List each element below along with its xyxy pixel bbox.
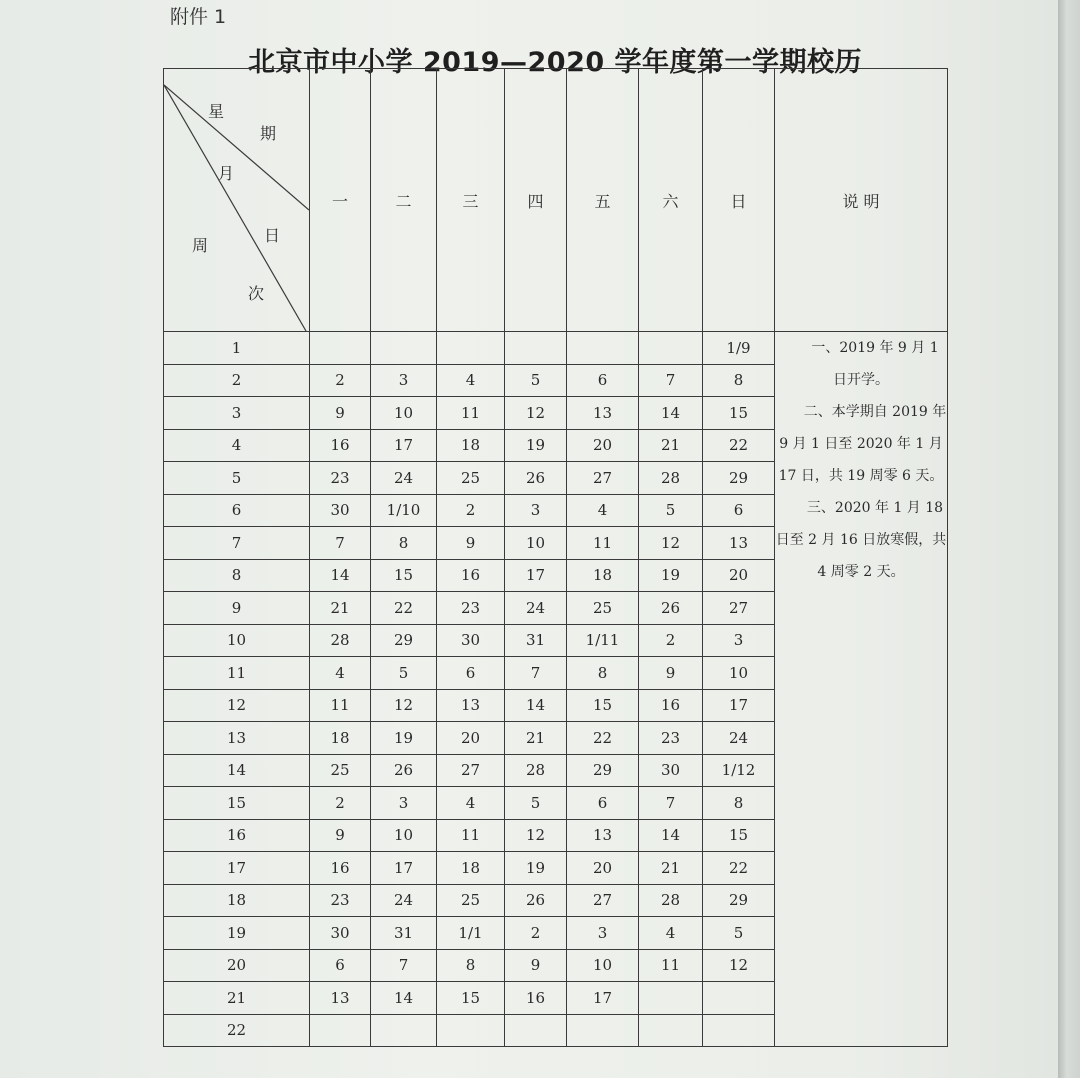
date-cell: 28: [310, 624, 371, 657]
date-cell: 17: [703, 689, 775, 722]
date-cell: 25: [567, 592, 639, 625]
date-cell: 19: [371, 722, 437, 755]
date-cell: 25: [437, 884, 505, 917]
date-cell: 13: [703, 527, 775, 560]
date-cell: [703, 982, 775, 1015]
date-cell: 13: [437, 689, 505, 722]
date-cell: 19: [639, 559, 703, 592]
notes-cell: [775, 332, 948, 1047]
date-cell: 6: [437, 657, 505, 690]
date-cell: 7: [639, 787, 703, 820]
date-cell: 9: [505, 949, 567, 982]
week-number-cell: 19: [164, 917, 310, 950]
date-cell: 10: [505, 527, 567, 560]
diagonal-lines: [164, 69, 310, 331]
date-cell: 7: [310, 527, 371, 560]
weekday-header: 日: [703, 69, 775, 332]
week-number-cell: 6: [164, 494, 310, 527]
date-cell: 16: [310, 429, 371, 462]
date-cell: 6: [567, 787, 639, 820]
date-cell: 13: [567, 819, 639, 852]
date-cell: [567, 1014, 639, 1047]
date-cell: 6: [703, 494, 775, 527]
date-cell: 10: [703, 657, 775, 690]
date-cell: 8: [703, 787, 775, 820]
date-cell: 23: [639, 722, 703, 755]
date-cell: 18: [310, 722, 371, 755]
date-cell: 14: [639, 819, 703, 852]
date-cell: 22: [567, 722, 639, 755]
date-cell: 16: [310, 852, 371, 885]
date-cell: 2: [437, 494, 505, 527]
date-cell: 7: [371, 949, 437, 982]
date-cell: 30: [310, 494, 371, 527]
date-cell: 29: [371, 624, 437, 657]
date-cell: 23: [310, 884, 371, 917]
date-cell: [639, 1014, 703, 1047]
weekday-header: 三: [437, 69, 505, 332]
date-cell: [639, 332, 703, 365]
date-cell: 5: [371, 657, 437, 690]
date-cell: 2: [310, 364, 371, 397]
date-cell: 5: [505, 364, 567, 397]
week-number-cell: 5: [164, 462, 310, 495]
date-cell: 29: [703, 884, 775, 917]
date-cell: 23: [310, 462, 371, 495]
date-cell: 20: [703, 559, 775, 592]
date-cell: 24: [703, 722, 775, 755]
date-cell: 26: [505, 884, 567, 917]
date-cell: 31: [371, 917, 437, 950]
week-number-cell: 16: [164, 819, 310, 852]
week-number-cell: 18: [164, 884, 310, 917]
week-number-cell: 1: [164, 332, 310, 365]
date-cell: 9: [310, 819, 371, 852]
week-number-cell: 20: [164, 949, 310, 982]
date-cell: 20: [567, 429, 639, 462]
weekday-header: 五: [567, 69, 639, 332]
date-cell: 17: [371, 852, 437, 885]
week-number-cell: 13: [164, 722, 310, 755]
date-cell: 21: [639, 852, 703, 885]
week-number-cell: 17: [164, 852, 310, 885]
date-cell: 13: [310, 982, 371, 1015]
date-cell: 9: [437, 527, 505, 560]
date-cell: 14: [371, 982, 437, 1015]
corner-weekday-char-1: 星: [208, 102, 225, 121]
date-cell: 26: [505, 462, 567, 495]
date-cell: 5: [703, 917, 775, 950]
corner-week-char-1: 周: [192, 236, 209, 255]
date-cell: 24: [371, 884, 437, 917]
school-calendar-table: [163, 68, 948, 1047]
date-cell: [505, 1014, 567, 1047]
date-cell: 12: [703, 949, 775, 982]
corner-month-label: 月: [218, 164, 235, 183]
week-number-cell: 2: [164, 364, 310, 397]
date-cell: 10: [371, 819, 437, 852]
date-cell: 13: [567, 397, 639, 430]
date-cell: 8: [567, 657, 639, 690]
date-cell: 11: [310, 689, 371, 722]
date-cell: 9: [639, 657, 703, 690]
week-number-cell: 9: [164, 592, 310, 625]
date-cell: 21: [310, 592, 371, 625]
date-cell: 7: [505, 657, 567, 690]
date-cell: 27: [437, 754, 505, 787]
header-row: [164, 69, 948, 332]
date-cell: 14: [310, 559, 371, 592]
date-cell: 20: [567, 852, 639, 885]
date-cell: [703, 1014, 775, 1047]
calendar-body: [164, 332, 948, 1047]
date-cell: 24: [505, 592, 567, 625]
date-cell: 8: [371, 527, 437, 560]
week-number-cell: 4: [164, 429, 310, 462]
date-cell: [567, 332, 639, 365]
attachment-label: 附件 1: [170, 6, 227, 28]
date-cell: 24: [371, 462, 437, 495]
date-cell: 11: [639, 949, 703, 982]
date-cell: [639, 982, 703, 1015]
date-cell: 1/1: [437, 917, 505, 950]
date-cell: 2: [639, 624, 703, 657]
date-cell: [371, 1014, 437, 1047]
date-cell: 14: [505, 689, 567, 722]
date-cell: [371, 332, 437, 365]
corner-cell: [164, 69, 310, 332]
date-cell: 1/10: [371, 494, 437, 527]
week-row: [164, 332, 948, 365]
date-cell: 1/12: [703, 754, 775, 787]
date-cell: 4: [437, 364, 505, 397]
date-cell: 12: [639, 527, 703, 560]
date-cell: 11: [567, 527, 639, 560]
weekday-header: 四: [505, 69, 567, 332]
paper-edge: [1058, 0, 1080, 1078]
weekday-header: 二: [371, 69, 437, 332]
date-cell: 3: [505, 494, 567, 527]
date-cell: 17: [505, 559, 567, 592]
date-cell: 22: [703, 429, 775, 462]
date-cell: 8: [437, 949, 505, 982]
date-cell: 15: [703, 819, 775, 852]
week-number-cell: 14: [164, 754, 310, 787]
date-cell: 16: [437, 559, 505, 592]
week-number-cell: 12: [164, 689, 310, 722]
date-cell: 4: [639, 917, 703, 950]
date-cell: 3: [703, 624, 775, 657]
date-cell: 19: [505, 429, 567, 462]
date-cell: 10: [371, 397, 437, 430]
note-paragraph: 一、2019 年 9 月 1 日开学。: [811, 340, 939, 388]
date-cell: 4: [310, 657, 371, 690]
date-cell: 26: [371, 754, 437, 787]
date-cell: 2: [310, 787, 371, 820]
date-cell: [310, 1014, 371, 1047]
date-cell: 21: [505, 722, 567, 755]
date-cell: 30: [639, 754, 703, 787]
date-cell: 1/11: [567, 624, 639, 657]
date-cell: 31: [505, 624, 567, 657]
date-cell: 3: [371, 364, 437, 397]
date-cell: 8: [703, 364, 775, 397]
date-cell: 17: [567, 982, 639, 1015]
date-cell: [437, 1014, 505, 1047]
date-cell: 12: [371, 689, 437, 722]
corner-week-char-2: 次: [248, 284, 265, 303]
date-cell: 15: [371, 559, 437, 592]
date-cell: 16: [639, 689, 703, 722]
date-cell: 27: [567, 462, 639, 495]
date-cell: 29: [567, 754, 639, 787]
date-cell: 12: [505, 397, 567, 430]
week-number-cell: 11: [164, 657, 310, 690]
date-cell: 22: [371, 592, 437, 625]
date-cell: 11: [437, 819, 505, 852]
date-cell: 30: [437, 624, 505, 657]
date-cell: 9: [310, 397, 371, 430]
document-title: 北京市中小学 2019—2020 学年度第一学期校历: [247, 47, 863, 78]
note-paragraph: 二、本学期自 2019 年 9 月 1 日至 2020 年 1 月 17 日，共 19 周零 6 天。: [778, 404, 947, 484]
date-cell: 1/9: [703, 332, 775, 365]
date-cell: 11: [437, 397, 505, 430]
date-cell: 29: [703, 462, 775, 495]
notes-header: 说 明: [775, 69, 948, 332]
date-cell: 28: [639, 462, 703, 495]
date-cell: 12: [505, 819, 567, 852]
date-cell: 3: [371, 787, 437, 820]
date-cell: 6: [567, 364, 639, 397]
date-cell: [310, 332, 371, 365]
corner-day-label: 日: [264, 226, 281, 245]
date-cell: 5: [505, 787, 567, 820]
date-cell: 10: [567, 949, 639, 982]
date-cell: 28: [639, 884, 703, 917]
date-cell: 6: [310, 949, 371, 982]
date-cell: 17: [371, 429, 437, 462]
date-cell: 28: [505, 754, 567, 787]
date-cell: [437, 332, 505, 365]
date-cell: 21: [639, 429, 703, 462]
date-cell: 18: [567, 559, 639, 592]
week-number-cell: 8: [164, 559, 310, 592]
weekday-header: 一: [310, 69, 371, 332]
date-cell: 4: [437, 787, 505, 820]
date-cell: 7: [639, 364, 703, 397]
date-cell: 18: [437, 429, 505, 462]
weekday-header: 六: [639, 69, 703, 332]
date-cell: 22: [703, 852, 775, 885]
date-cell: 5: [639, 494, 703, 527]
date-cell: 3: [567, 917, 639, 950]
week-number-cell: 15: [164, 787, 310, 820]
date-cell: 25: [310, 754, 371, 787]
week-number-cell: 7: [164, 527, 310, 560]
date-cell: 27: [567, 884, 639, 917]
week-number-cell: 3: [164, 397, 310, 430]
note-paragraph: 三、2020 年 1 月 18 日至 2 月 16 日放寒假，共 4 周零 2 天。: [775, 500, 947, 580]
date-cell: 25: [437, 462, 505, 495]
date-cell: 20: [437, 722, 505, 755]
date-cell: 4: [567, 494, 639, 527]
date-cell: 23: [437, 592, 505, 625]
date-cell: 16: [505, 982, 567, 1015]
date-cell: 26: [639, 592, 703, 625]
date-cell: 18: [437, 852, 505, 885]
date-cell: 30: [310, 917, 371, 950]
date-cell: 15: [437, 982, 505, 1015]
week-number-cell: 10: [164, 624, 310, 657]
date-cell: [505, 332, 567, 365]
date-cell: 15: [567, 689, 639, 722]
corner-weekday-char-2: 期: [260, 124, 277, 143]
date-cell: 2: [505, 917, 567, 950]
date-cell: 14: [639, 397, 703, 430]
date-cell: 27: [703, 592, 775, 625]
date-cell: 15: [703, 397, 775, 430]
week-number-cell: 22: [164, 1014, 310, 1047]
week-number-cell: 21: [164, 982, 310, 1015]
date-cell: 19: [505, 852, 567, 885]
